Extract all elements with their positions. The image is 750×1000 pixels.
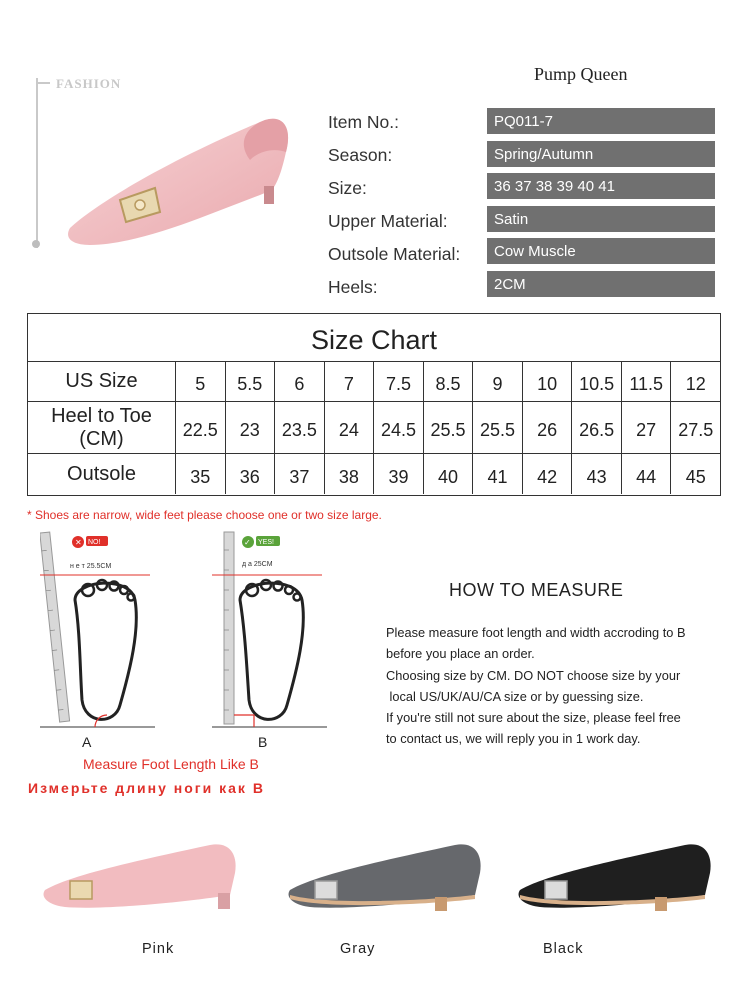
spec-labels — [328, 110, 460, 308]
decorative-tick — [36, 82, 50, 84]
size-note: * Shoes are narrow, wide feet please choose one or two size large. — [27, 508, 382, 522]
spec-label: Upper Material: — [328, 211, 448, 231]
gray-variant-shoe — [285, 835, 485, 915]
how-to-measure-text — [386, 622, 736, 750]
table-cell: 5 — [176, 362, 226, 401]
table-cell: 8.5 — [424, 362, 474, 401]
table-cell: 5.5 — [226, 362, 276, 401]
spec-value-upper: Satin — [487, 206, 715, 232]
table-cell: 27 — [622, 402, 672, 453]
table-cell: 45 — [685, 466, 706, 487]
table-cell: 23 — [226, 402, 276, 453]
spec-value-outsole: Cow Muscle — [487, 238, 715, 264]
table-cell: 37 — [275, 454, 325, 494]
row-label: US Size — [28, 362, 176, 401]
table-cell: 25.5 — [424, 402, 474, 453]
table-cell: 42 — [523, 454, 573, 494]
table-cell: 26 — [523, 402, 573, 453]
table-cell: 44 — [622, 454, 672, 494]
ruler-reading-b: д а 25CM — [242, 561, 273, 568]
variant-caption-black: Black — [543, 941, 584, 957]
foot-measure-diagram-a — [40, 530, 155, 735]
table-cell: 38 — [325, 454, 375, 494]
spec-value-heels: 2CM — [487, 271, 715, 297]
table-cell: 12 — [685, 374, 706, 394]
black-variant-shoe — [515, 835, 715, 915]
spec-values — [487, 108, 715, 304]
measure-instruction-ru: Измерьте длину ноги как B — [28, 780, 265, 796]
table-cell: 23.5 — [275, 402, 325, 453]
measure-instruction-en: Measure Foot Length Like B — [83, 756, 259, 772]
table-cell: 39 — [374, 454, 424, 494]
spec-label: Heels: — [328, 277, 378, 297]
spec-value-size: 36 37 38 39 40 41 — [487, 173, 715, 199]
table-cell: 7 — [325, 362, 375, 401]
badge-yes: YES! — [258, 539, 274, 546]
table-cell: 9 — [473, 362, 523, 401]
spec-label: Size: — [328, 178, 367, 198]
spec-label: Season: — [328, 145, 393, 165]
diagram-letter-b: B — [258, 734, 268, 750]
table-cell: 6 — [275, 362, 325, 401]
table-cell: 22.5 — [176, 402, 226, 453]
row-label: Heel to Toe (CM) — [28, 402, 176, 453]
table-cell: 24 — [325, 402, 375, 453]
spec-label: Item No.: — [328, 112, 399, 132]
pink-shoe-image — [60, 100, 310, 260]
table-cell: 25.5 — [473, 402, 523, 453]
table-row — [28, 362, 720, 402]
howto-line: local US/UK/AU/CA size or by guessing size. — [386, 688, 644, 704]
table-cell: 40 — [424, 454, 474, 494]
foot-measure-diagram-b — [212, 530, 327, 735]
row-label: Outsole — [28, 454, 176, 494]
variant-caption-pink: Pink — [142, 941, 175, 957]
how-to-measure-title: HOW TO MEASURE — [449, 580, 624, 600]
pink-variant-shoe — [40, 835, 240, 915]
table-cell: 10.5 — [572, 362, 622, 401]
diagram-letter-a: A — [82, 734, 92, 750]
table-cell: 10 — [523, 362, 573, 401]
howto-line: before you place an order. — [386, 646, 535, 662]
spec-label: Outsole Material: — [328, 244, 461, 264]
table-cell: 41 — [473, 454, 523, 494]
badge-no: NO! — [88, 539, 101, 546]
size-chart-title: Size Chart — [28, 314, 720, 362]
table-cell: 27.5 — [678, 420, 714, 440]
table-cell: 36 — [226, 454, 276, 494]
howto-line: to contact us, we will reply you in 1 work day. — [386, 731, 641, 747]
table-row — [28, 454, 720, 494]
variant-caption-gray: Gray — [340, 941, 376, 957]
table-cell: 26.5 — [572, 402, 622, 453]
howto-line: If you're still not sure about the size, please feel free — [386, 710, 681, 726]
table-row — [28, 402, 720, 454]
table-cell: 35 — [176, 454, 226, 494]
spec-value-season: Spring/Autumn — [487, 141, 715, 167]
decorative-dot — [32, 240, 40, 248]
decorative-line — [36, 78, 38, 248]
table-cell: 11.5 — [622, 362, 672, 401]
brand-name: Pump Queen — [534, 64, 628, 84]
howto-line: Choosing size by CM. DO NOT choose size by your — [386, 667, 681, 683]
fashion-watermark: FASHION — [56, 76, 122, 91]
svg-text:✕: ✕ — [75, 538, 82, 547]
svg-text:✓: ✓ — [244, 538, 251, 547]
ruler-reading-a: н е т 25.5CM — [70, 563, 112, 570]
table-cell: 7.5 — [374, 362, 424, 401]
table-cell: 24.5 — [374, 402, 424, 453]
spec-value-item-no: PQ011-7 — [487, 108, 715, 134]
table-cell: 43 — [572, 454, 622, 494]
size-chart-table — [27, 313, 721, 496]
howto-line: Please measure foot length and width accroding to B — [386, 625, 686, 640]
